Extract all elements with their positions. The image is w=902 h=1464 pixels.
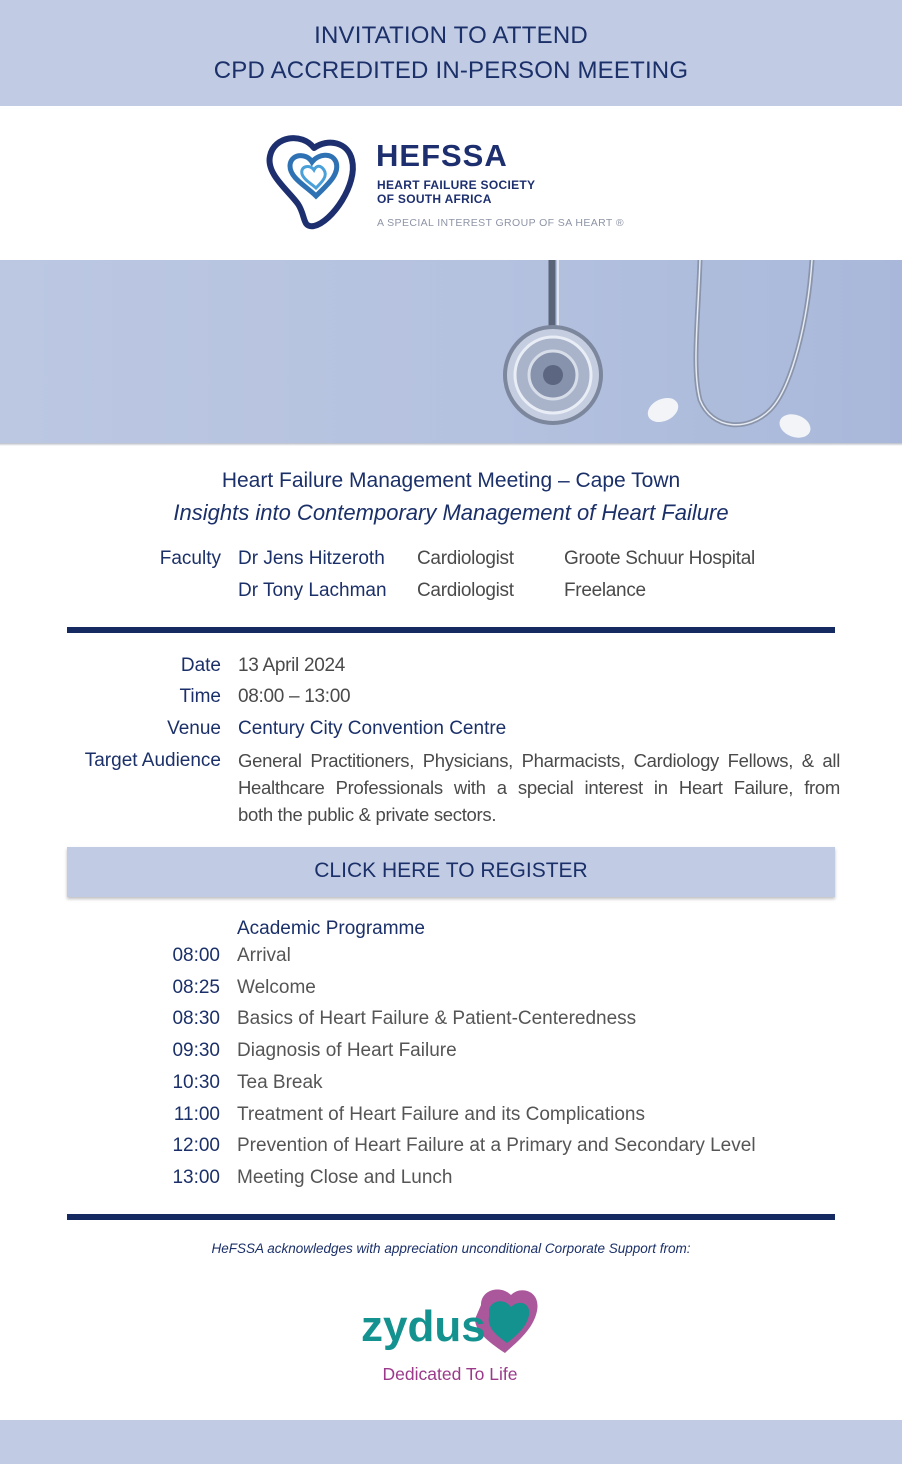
programme-item: Treatment of Heart Failure and its Complications: [237, 1103, 645, 1125]
banner-shadow: [0, 443, 902, 446]
org-logo-tagline: A SPECIAL INTEREST GROUP OF SA HEART ®: [377, 217, 625, 229]
programme-item: Basics of Heart Failure & Patient-Centeredness: [237, 1008, 637, 1030]
venue-label: Venue: [167, 718, 221, 739]
acknowledgement-text: HeFSSA acknowledges with appreciation unconditional Corporate Support from:: [211, 1241, 691, 1256]
programme-item: Arrival: [237, 945, 291, 966]
programme-heading: Academic Programme: [237, 918, 425, 939]
audience-line-2: Healthcare Professionals with a special interest in Heart Failure, from: [238, 777, 840, 798]
header-band: [0, 0, 902, 106]
programme-time: 11:00: [173, 1103, 220, 1125]
divider-top: [67, 627, 835, 633]
header-title-line2: CPD ACCREDITED IN-PERSON MEETING: [213, 57, 689, 84]
programme-item: Prevention of Heart Failure at a Primary and Secondary Level: [237, 1135, 756, 1157]
org-logo-subtitle-2: OF SOUTH AFRICA: [377, 192, 492, 206]
faculty-label: Faculty: [159, 548, 221, 569]
heart-logo-icon: [262, 130, 362, 234]
programme-item: Welcome: [237, 976, 316, 998]
faculty-name-2: Dr Tony Lachman: [238, 580, 387, 601]
programme-item: Meeting Close and Lunch: [237, 1166, 453, 1188]
programme-time: 10:30: [172, 1071, 220, 1093]
faculty-name-1: Dr Jens Hitzeroth: [238, 548, 385, 569]
stethoscope-icon: [0, 260, 902, 443]
audience-line-3: both the public & private sectors.: [238, 804, 497, 825]
time-value: 08:00 – 13:00: [238, 686, 351, 707]
date-value: 13 April 2024: [238, 655, 346, 676]
time-label: Time: [179, 686, 221, 707]
audience-label: Target Audience: [84, 750, 221, 771]
register-button-label: CLICK HERE TO REGISTER: [314, 859, 588, 882]
programme-time: 09:30: [172, 1040, 220, 1062]
programme-item: Tea Break: [237, 1071, 323, 1093]
programme-time: 08:25: [172, 976, 220, 998]
programme-time: 08:00: [172, 945, 220, 966]
programme-item: Diagnosis of Heart Failure: [237, 1040, 457, 1062]
sponsor-tagline: Dedicated To Life: [382, 1364, 518, 1384]
venue-value: Century City Convention Centre: [238, 718, 507, 739]
audience-line-1: General Practitioners, Physicians, Pharmacists, Cardiology Fellows, & all: [238, 750, 840, 771]
org-logo-name: HEFSSA: [376, 138, 508, 173]
footer-band: [0, 1420, 902, 1464]
meeting-title: Heart Failure Management Meeting – Cape Town: [221, 469, 681, 492]
programme-time: 12:00: [172, 1135, 220, 1157]
programme-time: 08:30: [172, 1008, 220, 1030]
sponsor-logo-icon: [355, 1283, 555, 1363]
programme-time: 13:00: [172, 1166, 220, 1188]
header-title-line1: INVITATION TO ATTEND: [314, 22, 588, 49]
divider-bottom: [67, 1214, 835, 1220]
faculty-affiliation-1: Groote Schuur Hospital: [564, 548, 755, 569]
date-label: Date: [180, 655, 221, 676]
faculty-role-2: Cardiologist: [417, 580, 514, 601]
faculty-role-1: Cardiologist: [417, 548, 514, 569]
banner-image: [0, 260, 902, 443]
sponsor-logo-wordmark: zydus: [361, 1302, 486, 1351]
register-button[interactable]: [67, 847, 835, 897]
faculty-affiliation-2: Freelance: [564, 580, 646, 601]
org-logo-subtitle-1: HEART FAILURE SOCIETY: [377, 178, 536, 192]
meeting-subtitle: Insights into Contemporary Management of Heart Failure: [173, 500, 729, 525]
